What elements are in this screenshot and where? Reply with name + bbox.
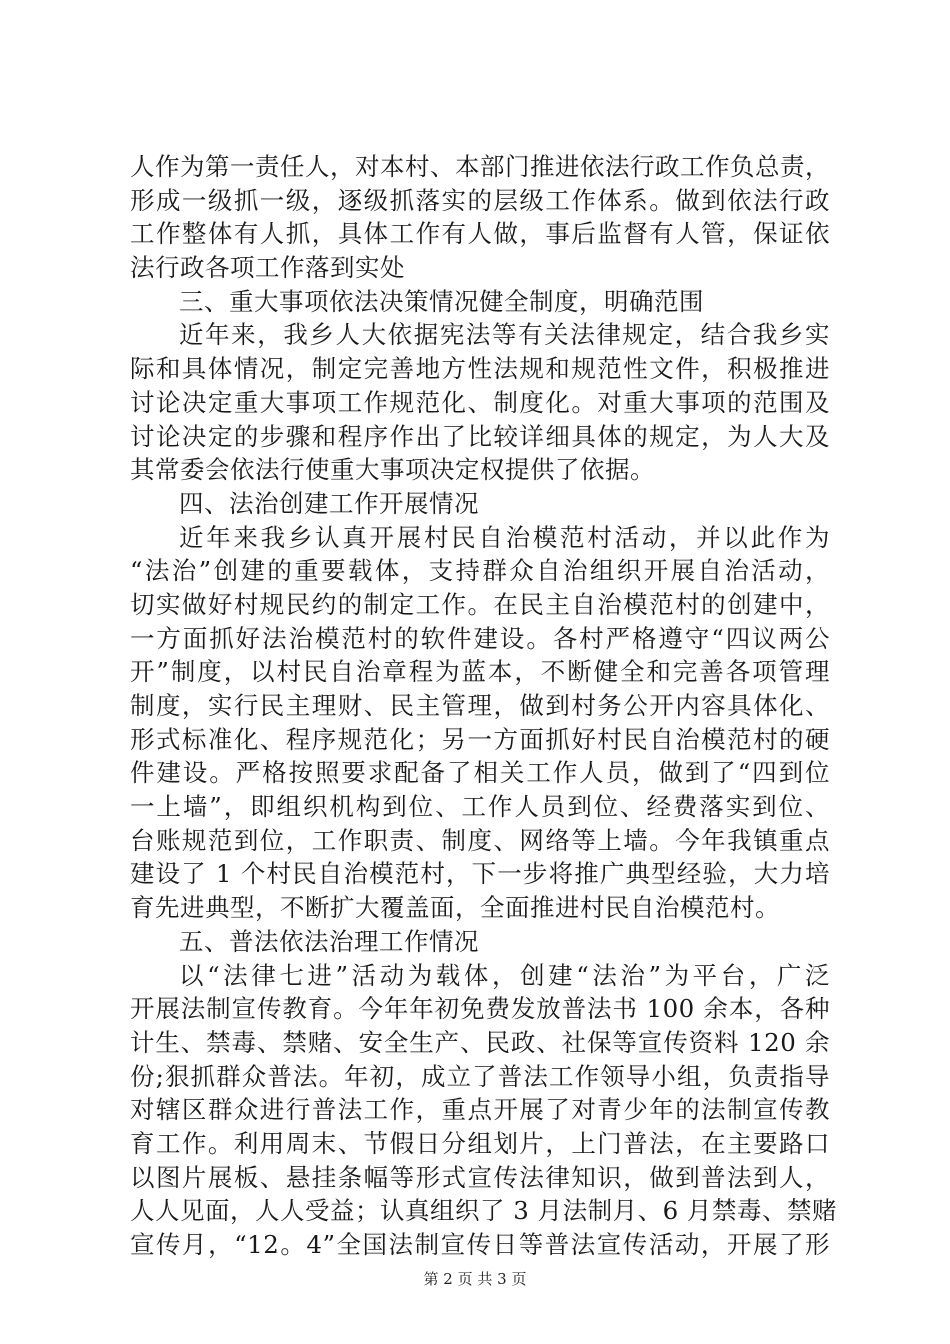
body-line: 人人见面，人人受益；认真组织了 3 月法制月、6 月禁毒、禁赌: [130, 1196, 838, 1226]
body-line: 台账规范到位，工作职责、制度、网络等上墙。今年我镇重点: [130, 825, 830, 855]
body-line: 开展法制宣传教育。今年年初免费发放普法书 100 余本，各种: [130, 994, 830, 1024]
section-heading-4: 四、法治创建工作开展情况: [179, 488, 479, 518]
body-line: 开”制度，以村民自治章程为蓝本，不断健全和完善各项管理: [130, 657, 830, 687]
body-line: 形成一级抓一级，逐级抓落实的层级工作体系。做到依法行政: [130, 185, 830, 215]
page-footer: 第 2 页 共 3 页: [423, 1270, 527, 1288]
body-line: 工作整体有人抓，具体工作有人做，事后监督有人管，保证依: [130, 219, 830, 249]
body-line: 法行政各项工作落到实处: [130, 253, 405, 283]
body-line: 形式标准化、程序规范化；另一方面抓好村民自治模范村的硬: [130, 724, 830, 754]
body-line: 对辖区群众进行普法工作，重点开展了对青少年的法制宣传教: [130, 1095, 830, 1125]
section-heading-5: 五、普法依法治理工作情况: [179, 926, 479, 956]
body-line: 切实做好村规民约的制定工作。在民主自治模范村的创建中，: [130, 589, 830, 619]
body-line: 份;狠抓群众普法。年初，成立了普法工作领导小组，负责指导: [130, 1061, 830, 1091]
body-line: 件建设。严格按照要求配备了相关工作人员，做到了“四到位: [130, 758, 830, 788]
body-line: 讨论决定的步骤和程序作出了比较详细具体的规定，为人大及: [130, 421, 830, 451]
document-body: [130, 150, 838, 1262]
paragraph-first-line: 近年来，我乡人大依据宪法等有关法律规定，结合我乡实: [179, 320, 830, 350]
paragraph-first-line: 以“法律七进”活动为载体，创建“法治”为平台，广泛: [179, 960, 830, 990]
body-line: 育工作。利用周末、节假日分组划片，上门普法，在主要路口: [130, 1128, 830, 1158]
body-line: 制度，实行民主理财、民主管理，做到村务公开内容具体化、: [130, 691, 830, 720]
body-line: 宣传月，“12。4”全国法制宣传日等普法宣传活动，开展了形: [130, 1230, 830, 1259]
body-line: 其常委会依法行使重大事项决定权提供了依据。: [130, 455, 655, 485]
body-line: 计生、禁毒、禁赌、安全生产、民政、社保等宣传资料 120 余: [130, 1027, 830, 1057]
body-line: “法治”创建的重要载体，支持群众自治组织开展自治活动，: [130, 556, 830, 586]
body-line: 人作为第一责任人，对本村、本部门推进依法行政工作负总责，: [130, 152, 830, 181]
body-line: 际和具体情况，制定完善地方性法规和规范性文件，积极推进: [130, 354, 830, 384]
body-line: 建设了 1 个村民自治模范村，下一步将推广典型经验，大力培: [130, 859, 830, 889]
body-line: 讨论决定重大事项工作规范化、制度化。对重大事项的范围及: [130, 387, 830, 417]
paragraph-first-line: 近年来我乡认真开展村民自治模范村活动，并以此作为: [179, 522, 830, 552]
body-line: 以图片展板、悬挂条幅等形式宣传法律知识，做到普法到人，: [130, 1162, 830, 1192]
body-line: 一方面抓好法治模范村的软件建设。各村严格遵守“四议两公: [130, 623, 830, 653]
body-line: 育先进典型，不断扩大覆盖面，全面推进村民自治模范村。: [130, 893, 780, 923]
section-heading-3: 三、重大事项依法决策情况健全制度，明确范围: [179, 286, 704, 316]
body-line: 一上墙”，即组织机构到位、工作人员到位、经费落实到位、: [130, 792, 830, 822]
